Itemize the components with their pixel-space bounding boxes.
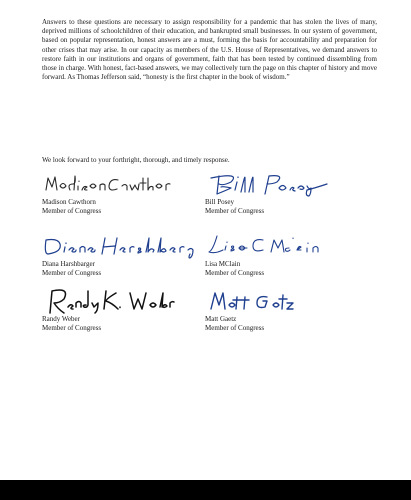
signer-block-mcclain <box>205 232 365 277</box>
signer-title: Member of Congress <box>42 323 102 332</box>
signer-block-cawthorn <box>42 170 202 215</box>
signature-weber <box>42 287 192 315</box>
signer-name: Randy Weber <box>42 315 80 323</box>
signer-title: Member of Congress <box>205 323 265 332</box>
signature-gaetz <box>205 287 355 315</box>
signer-title: Member of Congress <box>205 268 265 277</box>
signer-name: Matt Gaetz <box>205 315 237 323</box>
signature-posey <box>205 170 355 198</box>
signer-title: Member of Congress <box>205 206 265 215</box>
signer-name: Madison Cawthorn <box>42 198 96 206</box>
signer-block-posey <box>205 170 365 215</box>
signer-block-weber <box>42 287 202 332</box>
signer-name: Lisa MClain <box>205 260 241 268</box>
signer-block-gaetz <box>205 287 365 332</box>
signer-name: Diana Harshbarger <box>42 260 95 268</box>
letter-paragraph: Answers to these questions are necessary to assign responsibility for a pandemic that has stolen the lives of many, deprived millions of schoolchildren of their education, and bankrupted small businesses. In our system of government, based on popular representation, honest answers are a must, forming the basis for accountability and preparation for other crises that may arise. In our capacity as members of the U.S. House of Representatives, we demand answers to restore faith in our institutions and organs of government, faith that has been tested by continued dissembling from those in charge. With honest, fact-based answers, we may collectively turn the page on this chapter of history and move forward. As Thomas Jefferson said, “honesty is the first chapter in the book of wisdom.” <box>42 18 377 82</box>
signer-block-harshbarger <box>42 232 202 277</box>
signature-harshbarger <box>42 232 202 260</box>
signer-title: Member of Congress <box>42 206 102 215</box>
signature-cawthorn <box>42 170 192 198</box>
signer-name: Bill Posey <box>205 198 234 206</box>
signature-mcclain <box>205 232 355 260</box>
letter-closing: We look forward to your forthright, thorough, and timely response. <box>42 156 230 164</box>
signer-title: Member of Congress <box>42 268 102 277</box>
